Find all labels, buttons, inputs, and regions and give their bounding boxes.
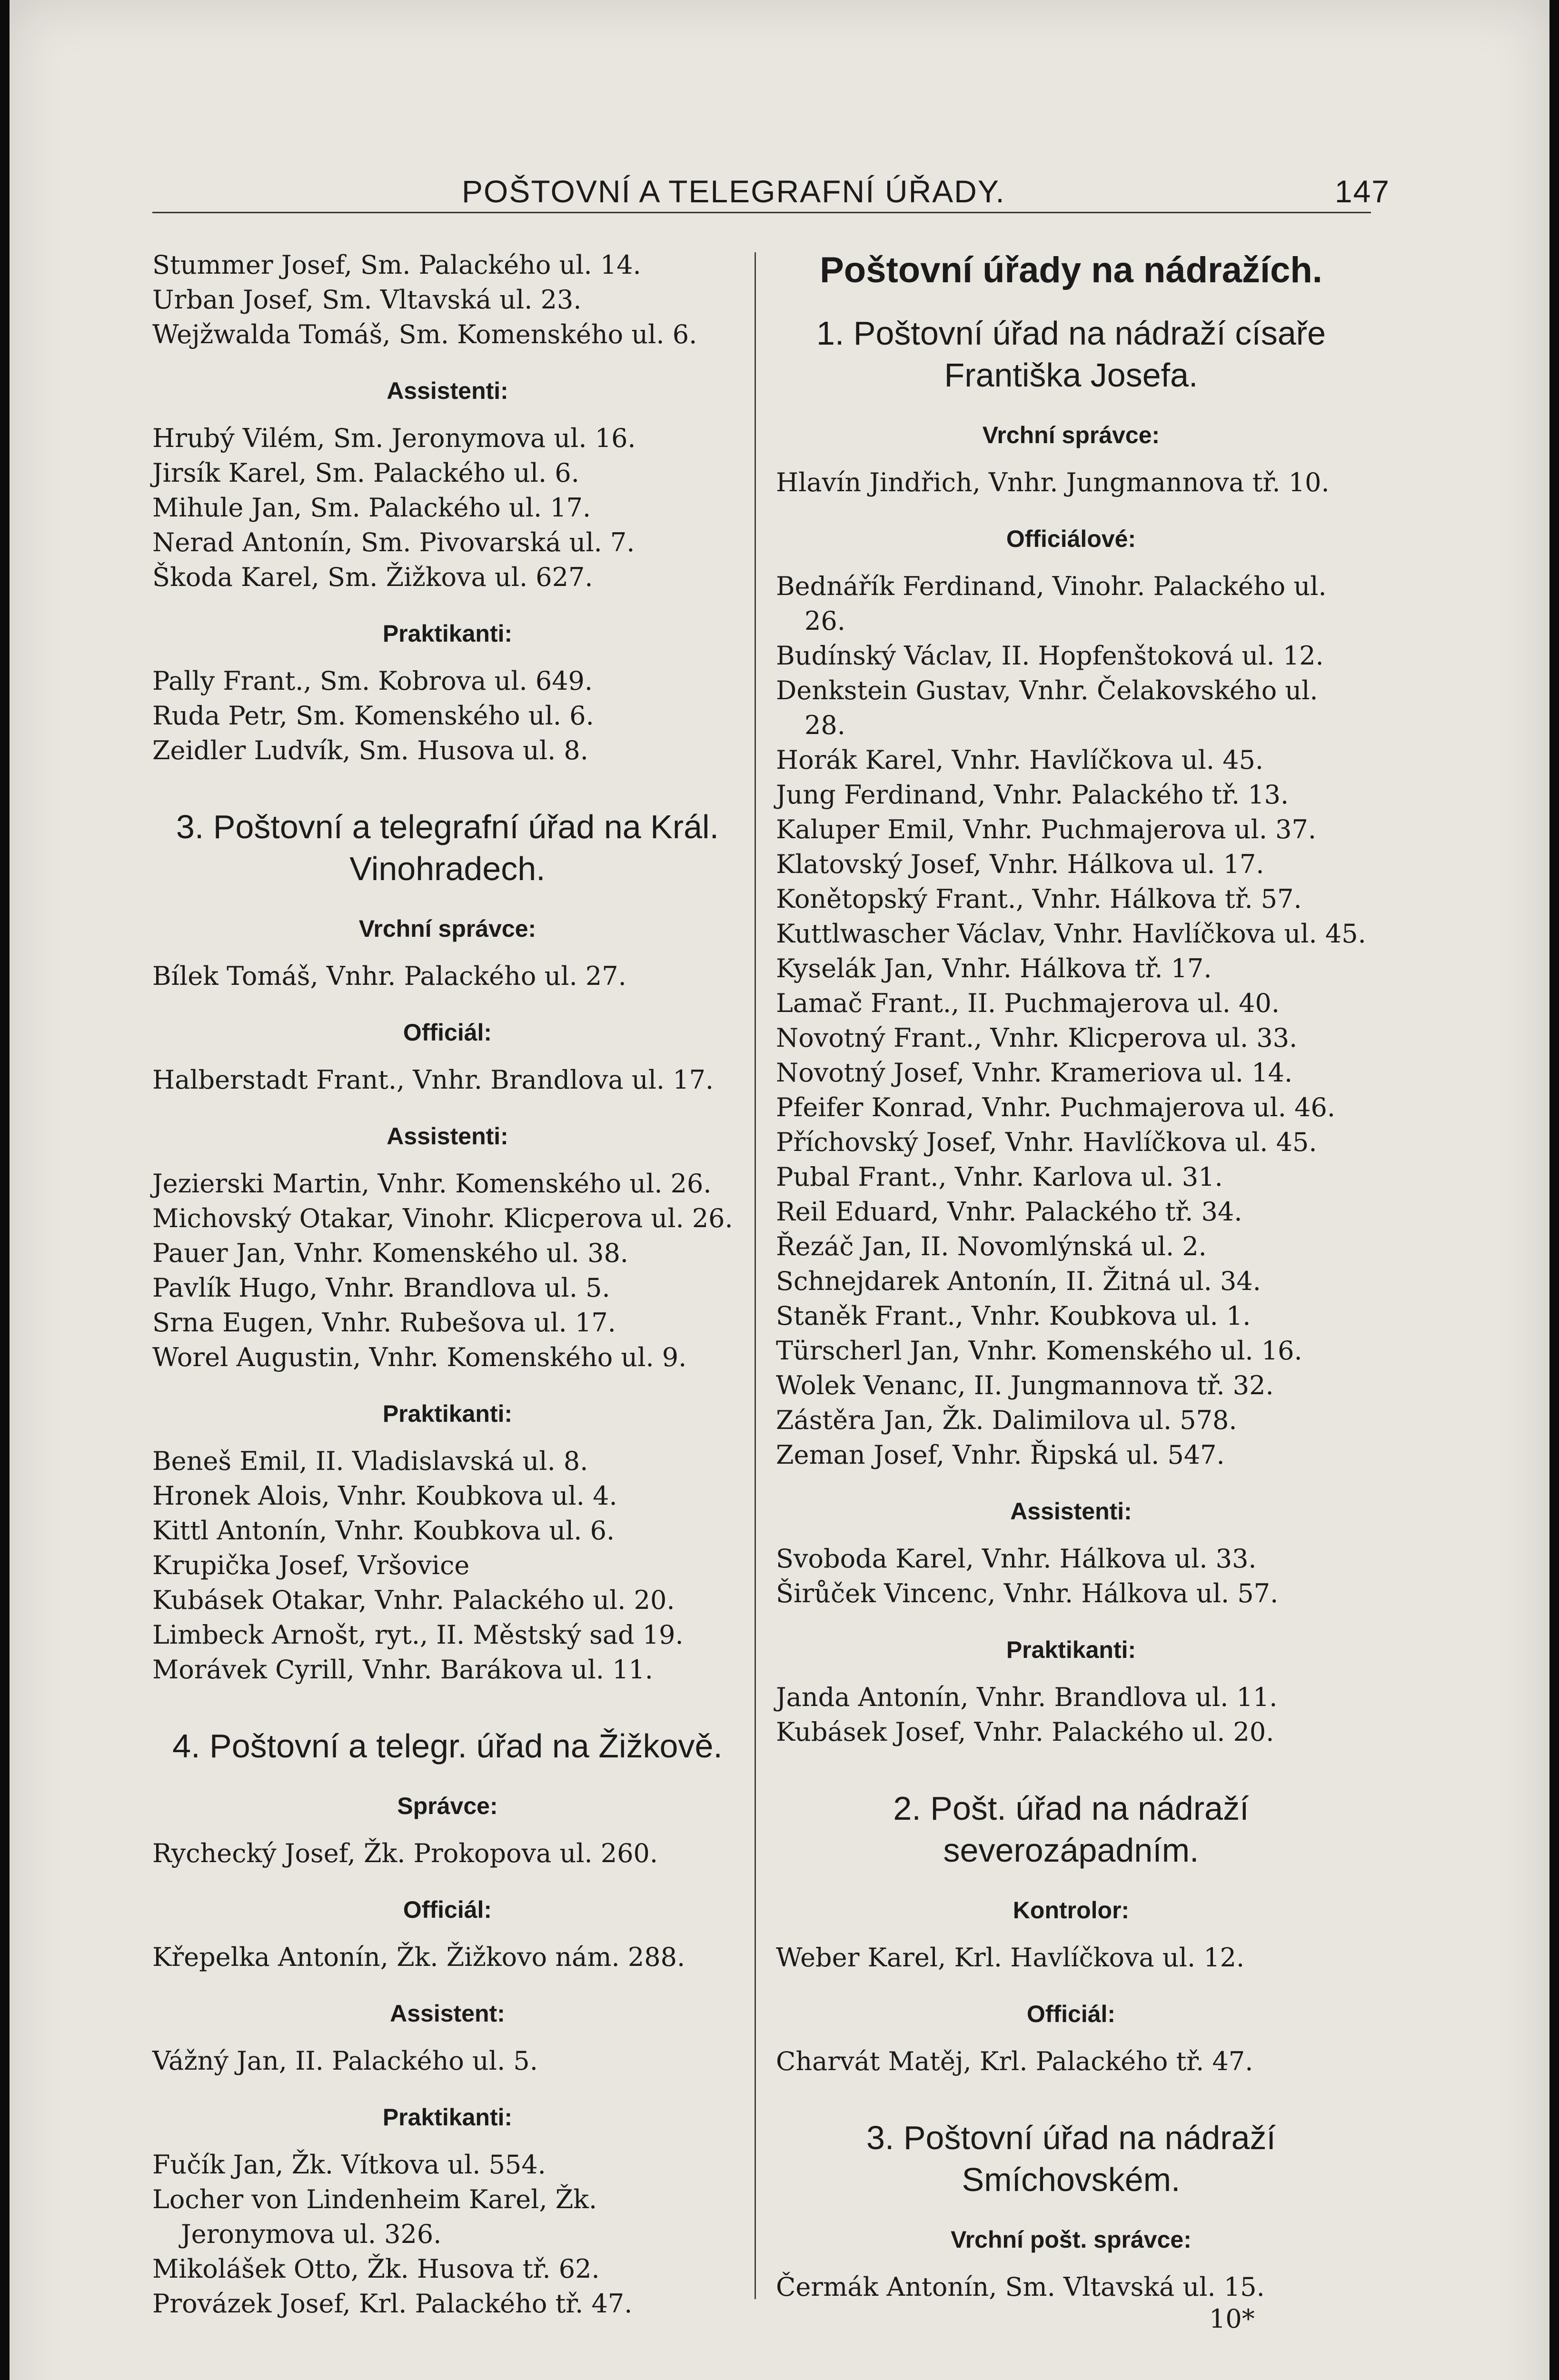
list-item: Zeidler Ludvík, Sm. Husova ul. 8. — [152, 735, 588, 765]
role-heading: Správce: — [397, 1793, 498, 1819]
role-heading-assistenti: Assistenti: — [387, 377, 508, 404]
list-item: Vážný Jan, II. Palackého ul. 5. — [152, 2046, 538, 2076]
list-item: Škoda Karel, Sm. Žižkova ul. 627. — [152, 562, 593, 592]
list-item: Hlavín Jindřich, Vnhr. Jungmannova tř. 10. — [776, 467, 1330, 497]
list-item: Křepelka Antonín, Žk. Žižkovo nám. 288. — [152, 1942, 685, 1972]
list-item: Zeman Josef, Vnhr. Řipská ul. 547. — [776, 1440, 1225, 1470]
list-item: Jirsík Karel, Sm. Palackého ul. 6. — [152, 458, 579, 488]
list-item: Locher von Lindenheim Karel, Žk. Jeronymova ul. 326. — [152, 2184, 597, 2249]
entry-list — [152, 2043, 743, 2078]
list-item: Ruda Petr, Sm. Komenského ul. 6. — [152, 701, 594, 731]
page-title: POŠTOVNÍ A TELEGRAFNÍ ÚŘADY. — [462, 174, 1005, 209]
list-item: Hrubý Vilém, Sm. Jeronymova ul. 16. — [152, 423, 636, 453]
list-item: Pfeifer Konrad, Vnhr. Puchmajerova ul. 46. — [776, 1092, 1336, 1122]
list-item: Klatovský Josef, Vnhr. Hálkova ul. 17. — [776, 849, 1264, 879]
list-item: Kubásek Otakar, Vnhr. Palackého ul. 20. — [152, 1585, 675, 1615]
entry-list — [776, 1940, 1366, 1975]
list-item: Řezáč Jan, II. Novomlýnská ul. 2. — [776, 1231, 1207, 1261]
entry-list — [152, 664, 743, 768]
list-item: Reil Eduard, Vnhr. Palackého tř. 34. — [776, 1197, 1242, 1227]
entry-list — [152, 1166, 743, 1375]
role-heading: Praktikanti: — [382, 1400, 513, 1427]
list-item: Pauer Jan, Vnhr. Komenského ul. 38. — [152, 1238, 628, 1268]
list-item: Provázek Josef, Krl. Palackého tř. 47. — [152, 2289, 633, 2319]
list-item: Novotný Josef, Vnhr. Krameriova ul. 14. — [776, 1058, 1293, 1088]
list-item: Pubal Frant., Vnhr. Karlova ul. 31. — [776, 1162, 1223, 1192]
list-item: Kaluper Emil, Vnhr. Puchmajerova ul. 37. — [776, 814, 1317, 844]
list-item: Čermák Antonín, Sm. Vltavská ul. 15. — [776, 2272, 1265, 2302]
entry-list — [776, 2044, 1366, 2079]
list-item: Charvát Matěj, Krl. Palackého tř. 47. — [776, 2046, 1253, 2076]
list-item: Limbeck Arnošt, ryt., II. Městský sad 19. — [152, 1620, 684, 1650]
list-item: Halberstadt Frant., Vnhr. Brandlova ul. 17. — [152, 1065, 714, 1095]
list-item: Jezierski Martin, Vnhr. Komenského ul. 26. — [152, 1169, 712, 1199]
list-item: Pally Frant., Sm. Kobrova ul. 649. — [152, 666, 593, 696]
list-item: Rychecký Josef, Žk. Prokopova ul. 260. — [152, 1838, 658, 1868]
list-item: Budínský Václav, II. Hopfenštoková ul. 12. — [776, 641, 1324, 671]
running-head — [152, 157, 1390, 209]
list-item: Türscherl Jan, Vnhr. Komenského ul. 16. — [776, 1336, 1302, 1366]
role-heading: Assistenti: — [387, 1123, 508, 1150]
list-item: Stummer Josef, Sm. Palackého ul. 14. — [152, 250, 641, 280]
entry-list — [152, 421, 743, 595]
list-item: Kittl Antonín, Vnhr. Koubkova ul. 6. — [152, 1516, 615, 1546]
list-item: Denkstein Gustav, Vnhr. Čelakovského ul. 28. — [776, 675, 1318, 740]
entry-list — [776, 569, 1366, 1472]
list-item: Nerad Antonín, Sm. Pivovarská ul. 7. — [152, 527, 635, 557]
list-item: Svoboda Karel, Vnhr. Hálkova ul. 33. — [776, 1544, 1257, 1574]
list-item: Michovský Otakar, Vinohr. Klicperova ul. 26. — [152, 1203, 733, 1233]
header-rule — [152, 212, 1371, 213]
list-item: Kyselák Jan, Vnhr. Hálkova tř. 17. — [776, 953, 1212, 983]
list-item: Janda Antonín, Vnhr. Brandlova ul. 11. — [776, 1682, 1278, 1712]
role-heading: Assistenti: — [1010, 1498, 1132, 1525]
list-item: Krupička Josef, Vršovice — [152, 1550, 470, 1580]
office-heading-vinohrady: 3. Poštovní a telegrafní úřad na Král. Vinohradech. — [176, 808, 719, 887]
list-item: Wejžwalda Tomáš, Sm. Komenského ul. 6. — [152, 319, 697, 349]
role-heading: Officiál: — [403, 1019, 492, 1046]
entry-list — [152, 248, 743, 352]
office-heading-zizkov: 4. Poštovní a telegr. úřad na Žižkově. — [172, 1727, 723, 1765]
list-item: Konětopský Frant., Vnhr. Hálkova tř. 57. — [776, 884, 1302, 914]
column-divider — [755, 252, 756, 2299]
page-number: 147 — [1334, 174, 1390, 209]
list-item: Pavlík Hugo, Vnhr. Brandlova ul. 5. — [152, 1273, 610, 1303]
role-heading: Vrchní správce: — [982, 422, 1160, 448]
right-column — [776, 248, 1366, 2304]
entry-list — [152, 959, 743, 993]
role-heading: Praktikanti: — [382, 2104, 513, 2131]
role-heading: Kontrolor: — [1013, 1897, 1130, 1924]
list-item: Lamač Frant., II. Puchmajerova ul. 40. — [776, 988, 1280, 1018]
list-item: Worel Augustin, Vnhr. Komenského ul. 9. — [152, 1342, 687, 1372]
role-heading: Assistent: — [390, 2000, 505, 2027]
list-item: Mihule Jan, Sm. Palackého ul. 17. — [152, 493, 591, 523]
signature-mark: 10* — [1209, 2304, 1255, 2334]
entry-list — [776, 2270, 1366, 2304]
list-item: Fučík Jan, Žk. Vítkova ul. 554. — [152, 2150, 546, 2180]
role-heading-praktikanti: Praktikanti: — [382, 620, 513, 647]
entry-list — [776, 1541, 1366, 1611]
list-item: Příchovský Josef, Vnhr. Havlíčkova ul. 45. — [776, 1127, 1317, 1157]
office-heading-smichov: 3. Poštovní úřad na nádraží Smíchovském. — [866, 2119, 1276, 2198]
office-heading-frantiska-josefa: 1. Poštovní úřad na nádraží císaře Františka Josefa. — [816, 315, 1326, 394]
list-item: Schnejdarek Antonín, II. Žitná ul. 34. — [776, 1266, 1261, 1296]
entry-list — [152, 1062, 743, 1097]
list-item: Horák Karel, Vnhr. Havlíčkova ul. 45. — [776, 745, 1264, 775]
list-item: Zástěra Jan, Žk. Dalimilova ul. 578. — [776, 1405, 1237, 1435]
list-item: Novotný Frant., Vnhr. Klicperova ul. 33. — [776, 1023, 1298, 1053]
office-heading-severozapadni: 2. Pošt. úřad na nádraží severozápadním. — [893, 1790, 1249, 1869]
list-item: Hronek Alois, Vnhr. Koubkova ul. 4. — [152, 1481, 617, 1511]
list-item: Weber Karel, Krl. Havlíčkova ul. 12. — [776, 1943, 1245, 1973]
list-item: Kuttlwascher Václav, Vnhr. Havlíčkova ul. 45. — [776, 919, 1366, 949]
entry-list — [776, 465, 1366, 500]
list-item: Srna Eugen, Vnhr. Rubešova ul. 17. — [152, 1308, 616, 1338]
list-item: Širůček Vincenc, Vnhr. Hálkova ul. 57. — [776, 1578, 1279, 1608]
role-heading: Vrchní správce: — [358, 915, 536, 942]
role-heading: Praktikanti: — [1006, 1636, 1136, 1663]
entry-list — [152, 1444, 743, 1687]
list-item: Jung Ferdinand, Vnhr. Palackého tř. 13. — [776, 780, 1289, 810]
list-item: Bednářík Ferdinand, Vinohr. Palackého ul. 26. — [776, 571, 1327, 636]
role-heading: Vrchní pošt. správce: — [951, 2226, 1192, 2253]
entry-list — [152, 1940, 743, 1974]
entry-list — [152, 2147, 743, 2321]
list-item: Beneš Emil, II. Vladislavská ul. 8. — [152, 1446, 588, 1476]
left-column — [152, 248, 743, 2321]
list-item: Urban Josef, Sm. Vltavská ul. 23. — [152, 285, 582, 315]
list-item: Kubásek Josef, Vnhr. Palackého ul. 20. — [776, 1717, 1274, 1747]
book-page — [10, 0, 1549, 2380]
list-item: Mikolášek Otto, Žk. Husova tř. 62. — [152, 2254, 600, 2284]
entry-list — [152, 1836, 743, 1871]
list-item: Morávek Cyrill, Vnhr. Barákova ul. 11. — [152, 1655, 653, 1685]
entry-list — [776, 1680, 1366, 1749]
role-heading: Officiál: — [1026, 2001, 1116, 2027]
list-item: Bílek Tomáš, Vnhr. Palackého ul. 27. — [152, 961, 626, 991]
section-heading: Poštovní úřady na nádražích. — [820, 250, 1322, 290]
role-heading: Officiál: — [403, 1896, 492, 1923]
role-heading: Officiálové: — [1006, 526, 1136, 552]
list-item: Wolek Venanc, II. Jungmannova tř. 32. — [776, 1370, 1274, 1400]
list-item: Staněk Frant., Vnhr. Koubkova ul. 1. — [776, 1301, 1251, 1331]
